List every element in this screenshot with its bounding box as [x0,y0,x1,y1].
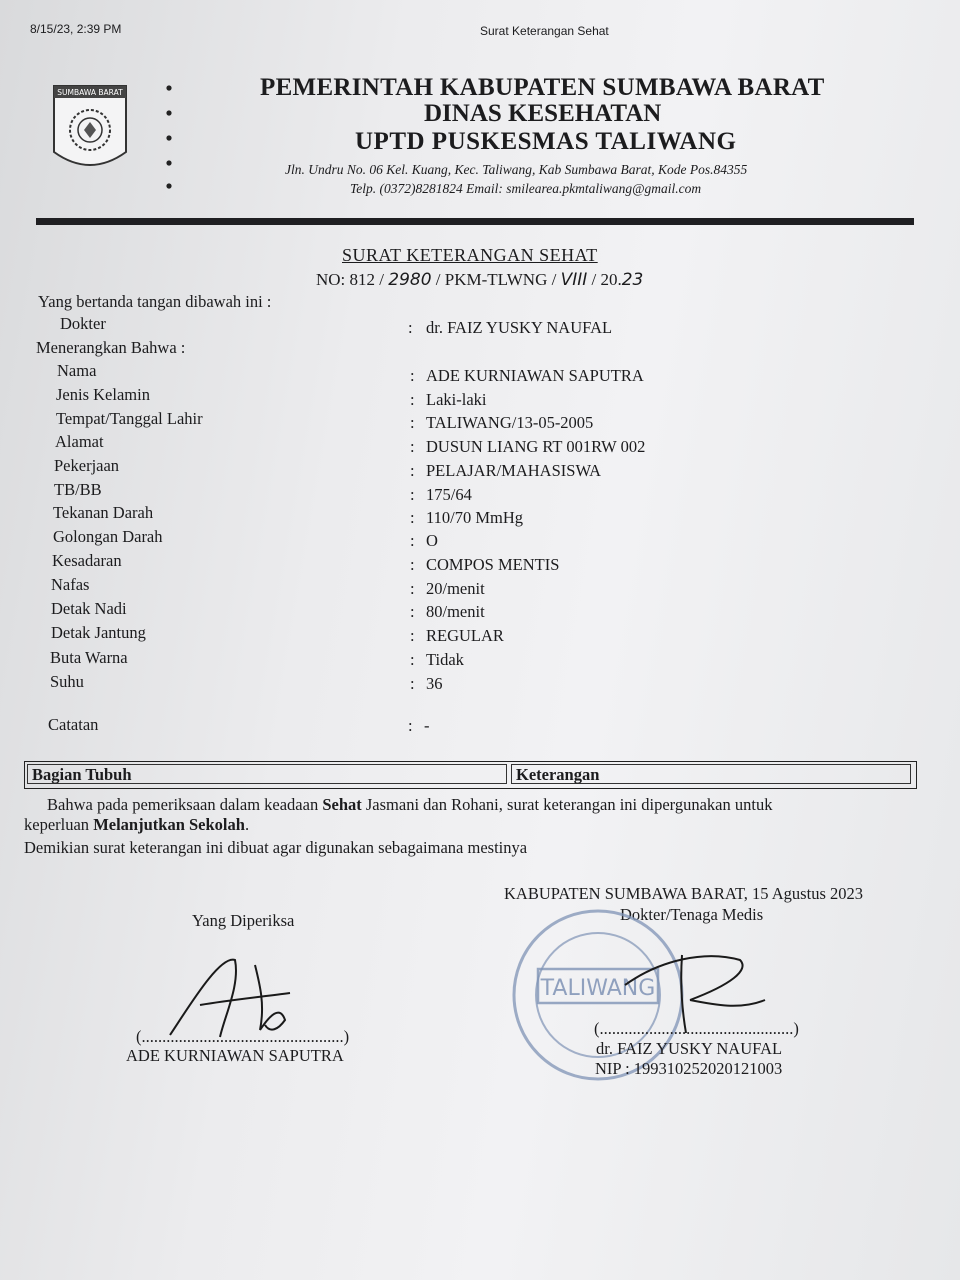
field-label: Tekanan Darah [53,503,154,522]
place-date: KABUPATEN SUMBAWA BARAT, 15 Agustus 2023 [504,884,863,903]
field-label: Buta Warna [50,648,128,667]
field-colon: : [410,650,415,669]
field-colon: : [410,390,415,409]
statement-purpose: Melanjutkan Sekolah [93,815,245,834]
field-value: 110/70 MmHg [426,508,524,527]
regency-logo [50,82,130,180]
field-label: Detak Nadi [51,599,127,618]
field-colon: : [410,555,415,574]
statement-line-1 [47,795,772,815]
notes-colon: : [408,716,413,735]
field-label: Detak Jantung [51,623,146,642]
field-value: COMPOS MENTIS [426,555,560,574]
doctor-colon: : [408,318,413,337]
table-header-remarks: Keterangan [511,764,911,784]
field-value: TALIWANG/13-05-2005 [426,413,594,432]
number-year-handwritten: 23 [621,270,644,290]
body-parts-table [24,761,917,789]
letterhead-address: Jln. Undru No. 06 Kel. Kuang, Kec. Taliwang, Kab Sumbawa Barat, Kode Pos.84355 [285,162,748,177]
field-colon: : [410,508,415,527]
number-prefix: NO: 812 / [316,270,389,289]
number-handwritten: 2980 [388,270,432,290]
field-colon: : [410,674,415,693]
doctor-title: Dokter/Tenaga Medis [620,905,764,924]
statement-text: keperluan [24,815,94,834]
field-label: TB/BB [54,480,102,499]
decorative-dots [162,78,176,194]
field-label: Tempat/Tanggal Lahir [56,409,203,428]
letterhead-divider [36,218,914,225]
field-colon: : [410,531,415,550]
field-colon: : [410,485,415,504]
explains-text: Menerangkan Bahwa : [36,338,186,357]
field-label: Suhu [50,672,84,691]
doctor-name: dr. FAIZ YUSKY NAUFAL [596,1039,783,1058]
field-colon: : [410,413,415,432]
examinee-name: ADE KURNIAWAN SAPUTRA [126,1046,344,1065]
field-label: Kesadaran [52,551,122,570]
letterhead-department: DINAS KESEHATAN [424,100,662,127]
notes-label: Catatan [48,715,99,734]
field-value: PELAJAR/MAHASISWA [426,461,602,480]
examinee-title: Yang Diperiksa [192,911,295,930]
statement-text: . [244,815,250,834]
document-number [316,270,643,290]
statement-healthy: Sehat [322,795,362,814]
statement-text: Bahwa pada pemeriksaan dalam keadaan [47,795,323,814]
doctor-nip: NIP : 199310252020121003 [595,1059,783,1078]
field-value: Laki-laki [426,390,487,409]
field-label: Golongan Darah [53,527,163,546]
field-value: 80/menit [426,602,485,621]
doctor-value: dr. FAIZ YUSKY NAUFAL [426,318,613,337]
letterhead-contact: Telp. (0372)8281824 Email: smilearea.pkmtaliwang@gmail.com [350,181,702,196]
field-label: Pekerjaan [54,456,120,475]
statement-text: Jasmani dan Rohani, surat keterangan ini dipergunakan untuk [361,795,773,814]
field-colon: : [410,602,415,621]
field-value: DUSUN LIANG RT 001RW 002 [426,437,646,456]
closing-text: Demikian surat keterangan ini dibuat agar digunakan sebagaimana mestinya [24,838,528,857]
field-colon: : [410,366,415,385]
field-label: Jenis Kelamin [56,385,150,404]
number-separator: / 20. [587,270,622,289]
field-colon: : [410,437,415,456]
statement-line-2 [24,815,249,835]
print-datetime: 8/15/23, 2:39 PM [30,22,122,36]
field-label: Alamat [55,432,104,451]
number-code: / PKM-TLWNG / [431,270,561,289]
stamp-text: TALIWANG [540,976,656,1001]
field-label: Nama [57,361,97,380]
field-value: Tidak [426,650,464,669]
field-value: REGULAR [426,626,504,645]
intro-text: Yang bertanda tangan dibawah ini : [38,292,272,311]
doctor-signature-line: (...............................................) [594,1019,799,1038]
letterhead-clinic: UPTD PUSKESMAS TALIWANG [355,128,737,155]
examinee-signature-line: (.................................................) [136,1027,350,1046]
table-header-body-part: Bagian Tubuh [27,764,507,784]
field-colon: : [410,461,415,480]
field-colon: : [410,579,415,598]
number-month-handwritten: VIII [560,270,588,290]
field-value: 175/64 [426,485,472,504]
field-value: 20/menit [426,579,485,598]
logo-text: SUMBAWA BARAT [57,88,123,97]
field-colon: : [410,626,415,645]
print-title: Surat Keterangan Sehat [480,24,609,38]
field-value: 36 [426,674,443,693]
field-value: ADE KURNIAWAN SAPUTRA [426,366,644,385]
document-title: SURAT KETERANGAN SEHAT [342,245,598,265]
notes-value: - [424,716,430,735]
field-label: Nafas [51,575,90,594]
letterhead-government: PEMERINTAH KABUPATEN SUMBAWA BARAT [260,74,825,101]
doctor-label: Dokter [60,314,106,333]
field-value: O [426,531,438,550]
